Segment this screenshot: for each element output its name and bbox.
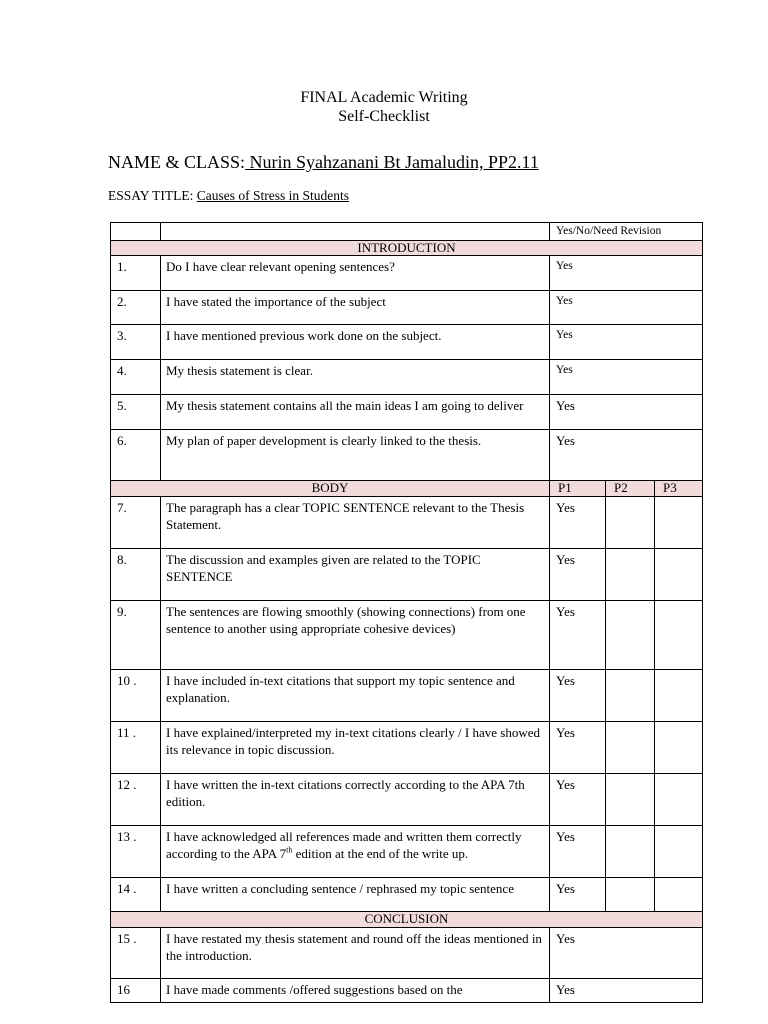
section-row-conclusion	[111, 912, 703, 928]
item-number: 4.	[111, 360, 161, 395]
item-answer-p1: Yes	[550, 601, 606, 670]
table-cell	[655, 549, 703, 601]
table-cell	[655, 670, 703, 722]
item-number: 10 .	[111, 670, 161, 722]
item-text-part: I have acknowledged all references made and written them correctly according to the APA 7	[166, 829, 522, 861]
item-text: Do I have clear relevant opening sentences?	[161, 256, 550, 291]
item-answer-p1: Yes	[550, 722, 606, 774]
table-cell	[161, 223, 550, 241]
item-answer-p1: Yes	[550, 670, 606, 722]
item-text: The sentences are flowing smoothly (showing connections) from one sentence to another using appropriate cohesive devices)	[161, 601, 550, 670]
table-cell	[606, 826, 655, 878]
item-number: 7.	[111, 497, 161, 549]
item-text: I have restated my thesis statement and round off the ideas mentioned in the introduction.	[161, 928, 550, 979]
section-title: INTRODUCTION	[111, 241, 703, 256]
item-number: 16	[111, 979, 161, 1003]
item-answer: Yes	[550, 256, 703, 291]
section-row-body	[111, 481, 703, 497]
item-answer-p1: Yes	[550, 497, 606, 549]
doc-subtitle: Self-Checklist	[338, 108, 430, 125]
item-number: 14 .	[111, 878, 161, 912]
table-row	[111, 291, 703, 325]
item-text: I have written the in-text citations correctly according to the APA 7th edition.	[161, 774, 550, 826]
item-text: I have explained/interpreted my in-text citations clearly / I have showed its relevance in topic discussion.	[161, 722, 550, 774]
item-text: My plan of paper development is clearly linked to the thesis.	[161, 430, 550, 481]
item-text: I have included in-text citations that support my topic sentence and explanation.	[161, 670, 550, 722]
table-cell	[606, 601, 655, 670]
item-answer: Yes	[550, 928, 703, 979]
item-number: 15 .	[111, 928, 161, 979]
table-row	[111, 549, 703, 601]
table-row	[111, 878, 703, 912]
item-answer-p1: Yes	[550, 826, 606, 878]
superscript: th	[286, 845, 293, 855]
item-number: 1.	[111, 256, 161, 291]
item-text: I have written a concluding sentence / rephrased my topic sentence	[161, 878, 550, 912]
table-row	[111, 928, 703, 979]
table-row	[111, 601, 703, 670]
item-number: 9.	[111, 601, 161, 670]
item-text	[161, 826, 550, 878]
item-answer: Yes	[550, 979, 703, 1003]
col-p2: P2	[606, 481, 655, 497]
item-text: The discussion and examples given are related to the TOPIC SENTENCE	[161, 549, 550, 601]
table-cell	[655, 497, 703, 549]
col-p1: P1	[550, 481, 606, 497]
item-answer: Yes	[550, 360, 703, 395]
table-row	[111, 256, 703, 291]
header-row	[111, 223, 703, 241]
section-row-introduction	[111, 241, 703, 256]
item-number: 13 .	[111, 826, 161, 878]
essay-title-line	[108, 188, 349, 204]
name-label: NAME & CLASS:	[108, 152, 246, 172]
section-title: BODY	[111, 481, 550, 497]
item-answer: Yes	[550, 430, 703, 481]
table-cell	[606, 497, 655, 549]
item-answer: Yes	[550, 325, 703, 360]
table-cell	[655, 722, 703, 774]
essay-label: ESSAY TITLE:	[108, 188, 194, 203]
item-number: 5.	[111, 395, 161, 430]
table-cell	[655, 826, 703, 878]
table-row	[111, 395, 703, 430]
item-number: 3.	[111, 325, 161, 360]
table-cell	[606, 549, 655, 601]
table-cell	[606, 878, 655, 912]
table-cell	[606, 670, 655, 722]
item-text: I have mentioned previous work done on the subject.	[161, 325, 550, 360]
doc-title: FINAL Academic Writing	[300, 89, 468, 106]
name-class-line	[108, 152, 539, 173]
item-answer-p1: Yes	[550, 549, 606, 601]
table-cell	[606, 774, 655, 826]
table-row	[111, 722, 703, 774]
item-text: The paragraph has a clear TOPIC SENTENCE relevant to the Thesis Statement.	[161, 497, 550, 549]
item-answer-p1: Yes	[550, 774, 606, 826]
item-number: 8.	[111, 549, 161, 601]
item-number: 2.	[111, 291, 161, 325]
table-row	[111, 325, 703, 360]
checklist-table	[110, 222, 703, 1003]
item-number: 6.	[111, 430, 161, 481]
table-row	[111, 360, 703, 395]
section-title: CONCLUSION	[111, 912, 703, 928]
item-text-part: edition at the end of the write up.	[292, 846, 469, 861]
table-row	[111, 774, 703, 826]
item-text: My thesis statement contains all the main ideas I am going to deliver	[161, 395, 550, 430]
table-cell	[606, 722, 655, 774]
table-row	[111, 497, 703, 549]
table-row	[111, 430, 703, 481]
item-answer: Yes	[550, 291, 703, 325]
table-row	[111, 826, 703, 878]
item-text: My thesis statement is clear.	[161, 360, 550, 395]
item-text: I have made comments /offered suggestions based on the	[161, 979, 550, 1003]
col-p3: P3	[655, 481, 703, 497]
item-answer: Yes	[550, 395, 703, 430]
essay-value: Causes of Stress in Students	[196, 188, 350, 203]
answer-header: Yes/No/Need Revision	[550, 223, 703, 241]
table-cell	[655, 878, 703, 912]
table-cell	[111, 223, 161, 241]
item-answer-p1: Yes	[550, 878, 606, 912]
item-text: I have stated the importance of the subject	[161, 291, 550, 325]
table-cell	[655, 601, 703, 670]
item-number: 12 .	[111, 774, 161, 826]
table-row	[111, 670, 703, 722]
name-value: Nurin Syahzanani Bt Jamaludin, PP2.11	[245, 152, 539, 172]
table-cell	[655, 774, 703, 826]
table-row	[111, 979, 703, 1003]
item-number: 11 .	[111, 722, 161, 774]
